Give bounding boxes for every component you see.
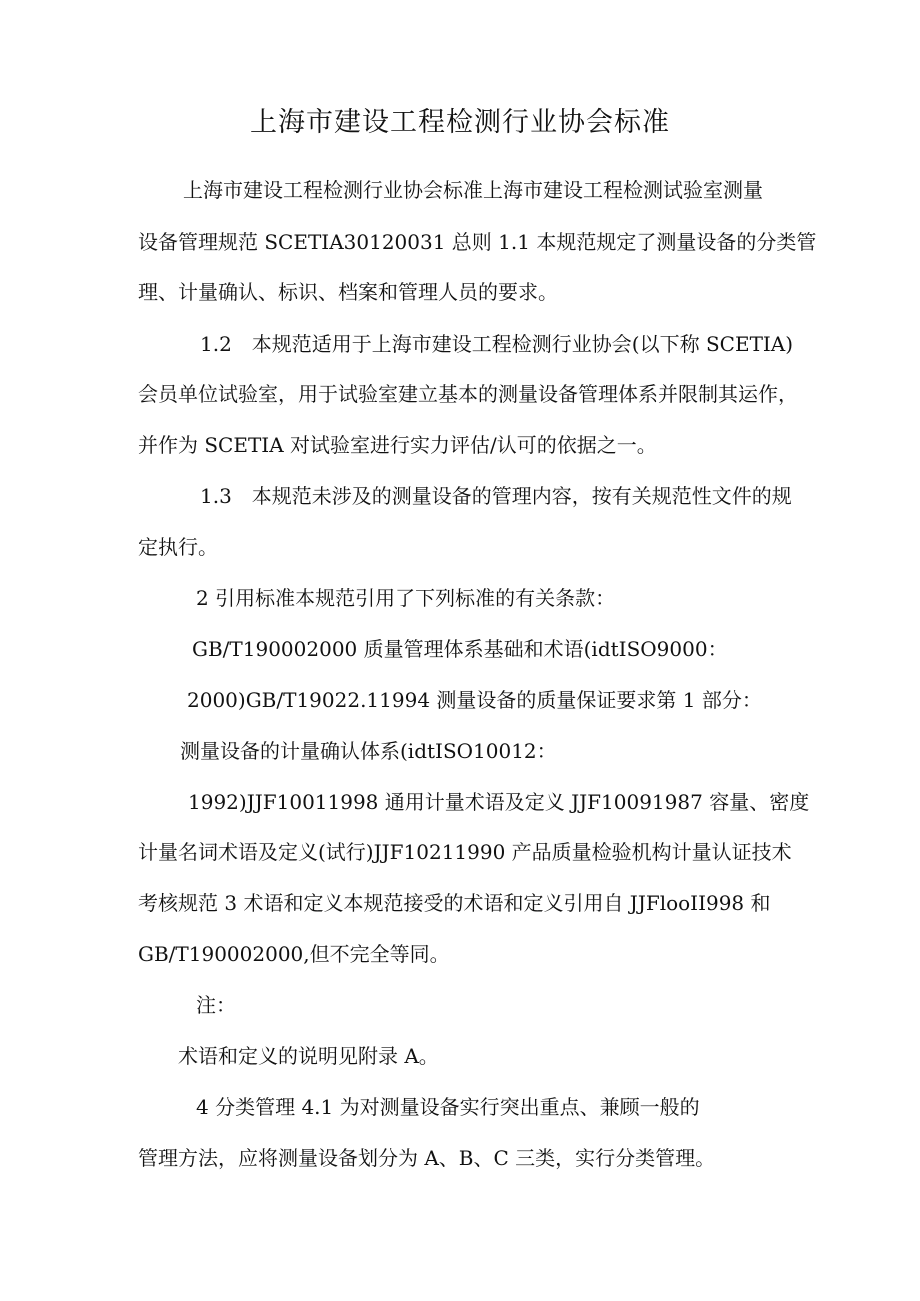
text-line-16: GB/T190002000,但不完全等同。 bbox=[138, 942, 450, 966]
text-line-2: 设备管理规范 SCETIA30120031 总则 1.1 本规范规定了测量设备的分类管 bbox=[138, 230, 817, 254]
document-title: 上海市建设工程检测行业协会标准 bbox=[250, 107, 670, 138]
text-line-6: 并作为 SCETIA 对试验室进行实力评估/认可的依据之一。 bbox=[138, 433, 657, 457]
text-line-17: 注： bbox=[196, 993, 236, 1017]
text-line-13: 1992)JJF10011998 通用计量术语及定义 JJF10091987 容量、密度 bbox=[188, 790, 810, 814]
text-line-15: 考核规范 3 术语和定义本规范接受的术语和定义引用自 JJFlooII998 和 bbox=[138, 891, 771, 915]
text-line-1: 上海市建设工程检测行业协会标准上海市建设工程检测试验室测量 bbox=[183, 178, 763, 202]
text-line-9: 2 引用标准本规范引用了下列标准的有关条款： bbox=[196, 586, 616, 610]
text-line-18: 术语和定义的说明见附录 A。 bbox=[178, 1044, 439, 1068]
text-line-7: 1.3 本规范未涉及的测量设备的管理内容，按有关规范性文件的规 bbox=[200, 484, 792, 508]
text-line-19: 4 分类管理 4.1 为对测量设备实行突出重点、兼顾一般的 bbox=[196, 1095, 700, 1119]
text-line-8: 定执行。 bbox=[138, 535, 218, 559]
text-line-3: 理、计量确认、标识、档案和管理人员的要求。 bbox=[138, 280, 558, 304]
text-line-10: GB/T190002000 质量管理体系基础和术语(idtISO9000： bbox=[192, 637, 728, 661]
text-line-11: 2000)GB/T19022.11994 测量设备的质量保证要求第 1 部分： bbox=[187, 688, 762, 712]
text-line-5: 会员单位试验室，用于试验室建立基本的测量设备管理体系并限制其运作， bbox=[138, 382, 798, 406]
text-line-4: 1.2 本规范适用于上海市建设工程检测行业协会(以下称 SCETIA) bbox=[200, 332, 794, 356]
text-line-14: 计量名词术语及定义(试行)JJF10211990 产品质量检验机构计量认证技术 bbox=[138, 840, 792, 864]
text-line-20: 管理方法，应将测量设备划分为 A、B、C 三类，实行分类管理。 bbox=[138, 1146, 716, 1170]
text-line-12: 测量设备的计量确认体系(idtISO10012： bbox=[180, 739, 557, 763]
